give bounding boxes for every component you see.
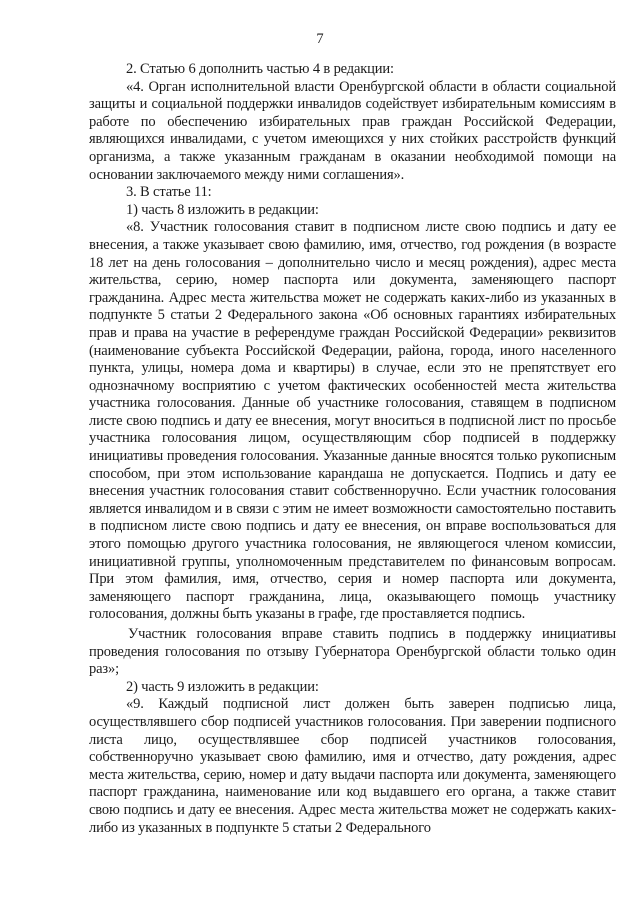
- page-number: 7: [316, 31, 324, 47]
- paragraph-part-8-amend: 1) часть 8 изложить в редакции:: [126, 201, 319, 218]
- paragraph-part-8-text: «8. Участник голосования ставит в подписном листе свою подпись и дату ее внесения, а также указывает свою фамилию, имя, отчество, год рождения (в возрасте 18 лет на день голосования – дополнительно число и месяц рождения), адрес места жительства, серию, номер паспорта или документа, заменяющего паспорт гражданина. Адрес места жительства может не содержать каких-либо из указанных в подпункте 5 статьи 2 Федерального закона «Об основных гарантиях избирательных прав и права на участие в референдуме граждан Российской Федерации» реквизитов (наименование субъекта Российской Федерации, района, города, иного населенного пункта, улицы, номера дома и квартиры) в случае, если это не препятствует его однозначному восприятию с учетом фактических особенностей места жительства участника голосования. Данные об участнике голосования, ставящем в подписном листе свою подпись и дату ее внесения, могут вноситься в подписной лист по просьбе участника голосования лицом, осуществляющим сбор подписей в поддержку инициативы проведения голосования. Указанные данные вносятся только рукописным способом, при этом использование карандаша не допускается. Подпись и дату ее внесения участник голосования ставит собственноручно. Если участник голосования является инвалидом и в связи с этим не имеет возможности самостоятельно поставить в подписном листе свою подпись и дату ее внесения, он вправе воспользоваться для этого помощью другого участника голосования, не являющегося членом комиссии, инициативной группы, уполномоченным представителем по финансовым вопросам. При этом фамилия, имя, отчество, серия и номер паспорта или документа, заменяющего паспорт гражданина, лица, оказывающего помощь участнику голосования, должны быть указаны в графе, где проставляется подпись.: [89, 219, 616, 623]
- paragraph-part-4-text: «4. Орган исполнительной власти Оренбургской области в области социальной защиты и социальной поддержки инвалидов содействует избирательным комиссиям в работе по обеспечению избирательных прав граждан Российской Федерации, являющихся инвалидами, с учетом имеющихся у них стойких расстройств функций организма, а также указанным гражданам в оказании необходимой помощи на основании заключаемого между ними соглашения».: [89, 78, 616, 183]
- document-body: [89, 61, 616, 837]
- paragraph-part-9-text: «9. Каждый подписной лист должен быть заверен подписью лица, осуществлявшего сбор подписей участников голосования. При заверении подписного листа лицо, осуществлявшее сбор подписей участников голосования, собственноручно указывает свою фамилию, имя и отчество, дату рождения, адрес места жительства, серию, номер и дату выдачи паспорта или документа, заменяющего паспорт гражданина, наименование или код выдавшего его органа, а также ставит свою подпись и дату ее внесения. Адрес места жительства может не содержать каких-либо из указанных в подпункте 5 статьи 2 Федерального: [89, 696, 616, 836]
- paragraph-part-8-closing: Участник голосования вправе ставить подпись в поддержку инициативы проведения голосования по отзыву Губернатора Оренбургской области только один раз»;: [89, 626, 616, 678]
- paragraph-article-11: 3. В статье 11:: [126, 184, 212, 201]
- paragraph-amend-article-6: 2. Статью 6 дополнить частью 4 в редакции:: [126, 61, 394, 77]
- paragraph-part-9-amend: 2) часть 9 изложить в редакции:: [126, 678, 319, 695]
